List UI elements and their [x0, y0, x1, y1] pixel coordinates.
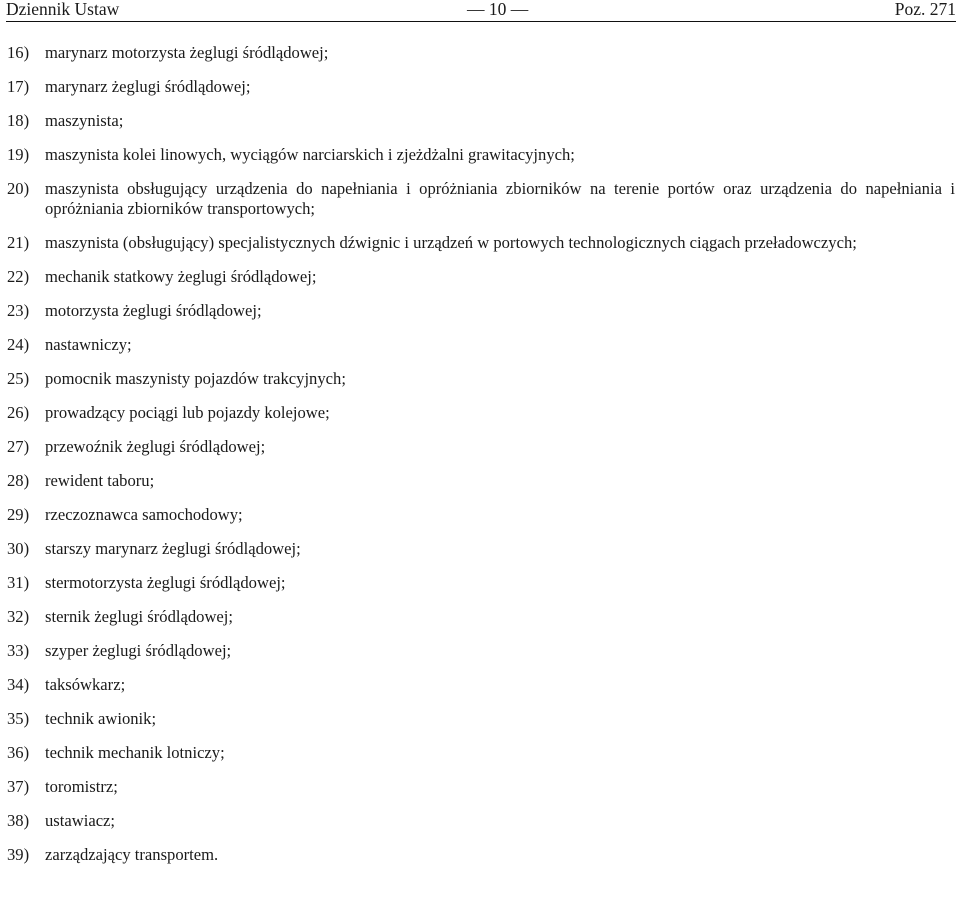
item-text: technik mechanik lotniczy; [45, 743, 225, 762]
item-text: zarządzający transportem. [45, 845, 219, 864]
page-number: — 10 — [467, 0, 529, 19]
item-number: 39) [7, 845, 30, 864]
item-text: nastawniczy; [45, 335, 132, 354]
list-item [7, 607, 955, 627]
item-number: 23) [7, 301, 30, 320]
item-number: 22) [7, 267, 30, 286]
item-text: maszynista kolei linowych, wyciągów narciarskich i zjeżdżalni grawitacyjnych; [45, 145, 575, 164]
item-number: 20) [7, 179, 30, 198]
item-number: 31) [7, 573, 30, 592]
item-number: 37) [7, 777, 30, 796]
list-item [7, 77, 955, 97]
list-item [7, 743, 955, 763]
item-text: szyper żeglugi śródlądowej; [45, 641, 232, 660]
item-text: mechanik statkowy żeglugi śródlądowej; [45, 267, 317, 286]
page-header [6, 0, 956, 22]
position-number: Poz. 271 [894, 0, 956, 19]
item-number: 16) [7, 43, 30, 62]
list-item [7, 675, 955, 695]
item-number: 29) [7, 505, 30, 524]
list-item [7, 369, 955, 389]
list-item [7, 539, 955, 559]
item-text: przewoźnik żeglugi śródlądowej; [45, 437, 266, 456]
item-text: sternik żeglugi śródlądowej; [45, 607, 234, 626]
item-text: starszy marynarz żeglugi śródlądowej; [45, 539, 301, 558]
list-item [7, 845, 955, 865]
list-item [7, 505, 955, 525]
item-text: toromistrz; [45, 777, 118, 796]
item-number: 34) [7, 675, 30, 694]
list-item [7, 437, 955, 457]
item-text: motorzysta żeglugi śródlądowej; [45, 301, 262, 320]
list-item [7, 179, 955, 219]
item-text: maszynista obsługujący urządzenia do napełniania i opróżniania zbiorników na terenie portów oraz urządzenia do napełniania i opróżniania zbiorników transportowych; [45, 179, 955, 218]
list-item [7, 233, 955, 253]
item-number: 26) [7, 403, 30, 422]
item-text: rzeczoznawca samochodowy; [45, 505, 243, 524]
item-number: 18) [7, 111, 30, 130]
item-text: pomocnik maszynisty pojazdów trakcyjnych; [45, 369, 346, 388]
item-number: 17) [7, 77, 30, 96]
list-item [7, 267, 955, 287]
item-number: 30) [7, 539, 30, 558]
item-number: 28) [7, 471, 30, 490]
item-text: maszynista (obsługujący) specjalistycznych dźwignic i urządzeń w portowych technologicznych ciągach przeładowczych; [45, 233, 857, 252]
item-text: marynarz motorzysta żeglugi śródlądowej; [45, 43, 329, 62]
item-number: 38) [7, 811, 30, 830]
item-number: 35) [7, 709, 30, 728]
list-item [7, 403, 955, 423]
item-text: taksówkarz; [45, 675, 126, 694]
item-number: 36) [7, 743, 30, 762]
list-item [7, 573, 955, 593]
list-item [7, 641, 955, 661]
item-number: 24) [7, 335, 30, 354]
item-text: stermotorzysta żeglugi śródlądowej; [45, 573, 286, 592]
item-text: marynarz żeglugi śródlądowej; [45, 77, 251, 96]
list-item [7, 709, 955, 729]
item-number: 21) [7, 233, 30, 252]
list-item [7, 301, 955, 321]
item-text: maszynista; [45, 111, 124, 130]
list-item [7, 777, 955, 797]
item-number: 25) [7, 369, 30, 388]
item-number: 27) [7, 437, 30, 456]
item-text: prowadzący pociągi lub pojazdy kolejowe; [45, 403, 330, 422]
profession-list [7, 43, 955, 879]
list-item [7, 145, 955, 165]
item-text: technik awionik; [45, 709, 157, 728]
list-item [7, 335, 955, 355]
item-number: 32) [7, 607, 30, 626]
item-number: 19) [7, 145, 30, 164]
journal-title: Dziennik Ustaw [6, 0, 120, 19]
item-text: ustawiacz; [45, 811, 116, 830]
list-item [7, 811, 955, 831]
list-item [7, 471, 955, 491]
item-text: rewident taboru; [45, 471, 155, 490]
item-number: 33) [7, 641, 30, 660]
list-item [7, 43, 955, 63]
list-item [7, 111, 955, 131]
